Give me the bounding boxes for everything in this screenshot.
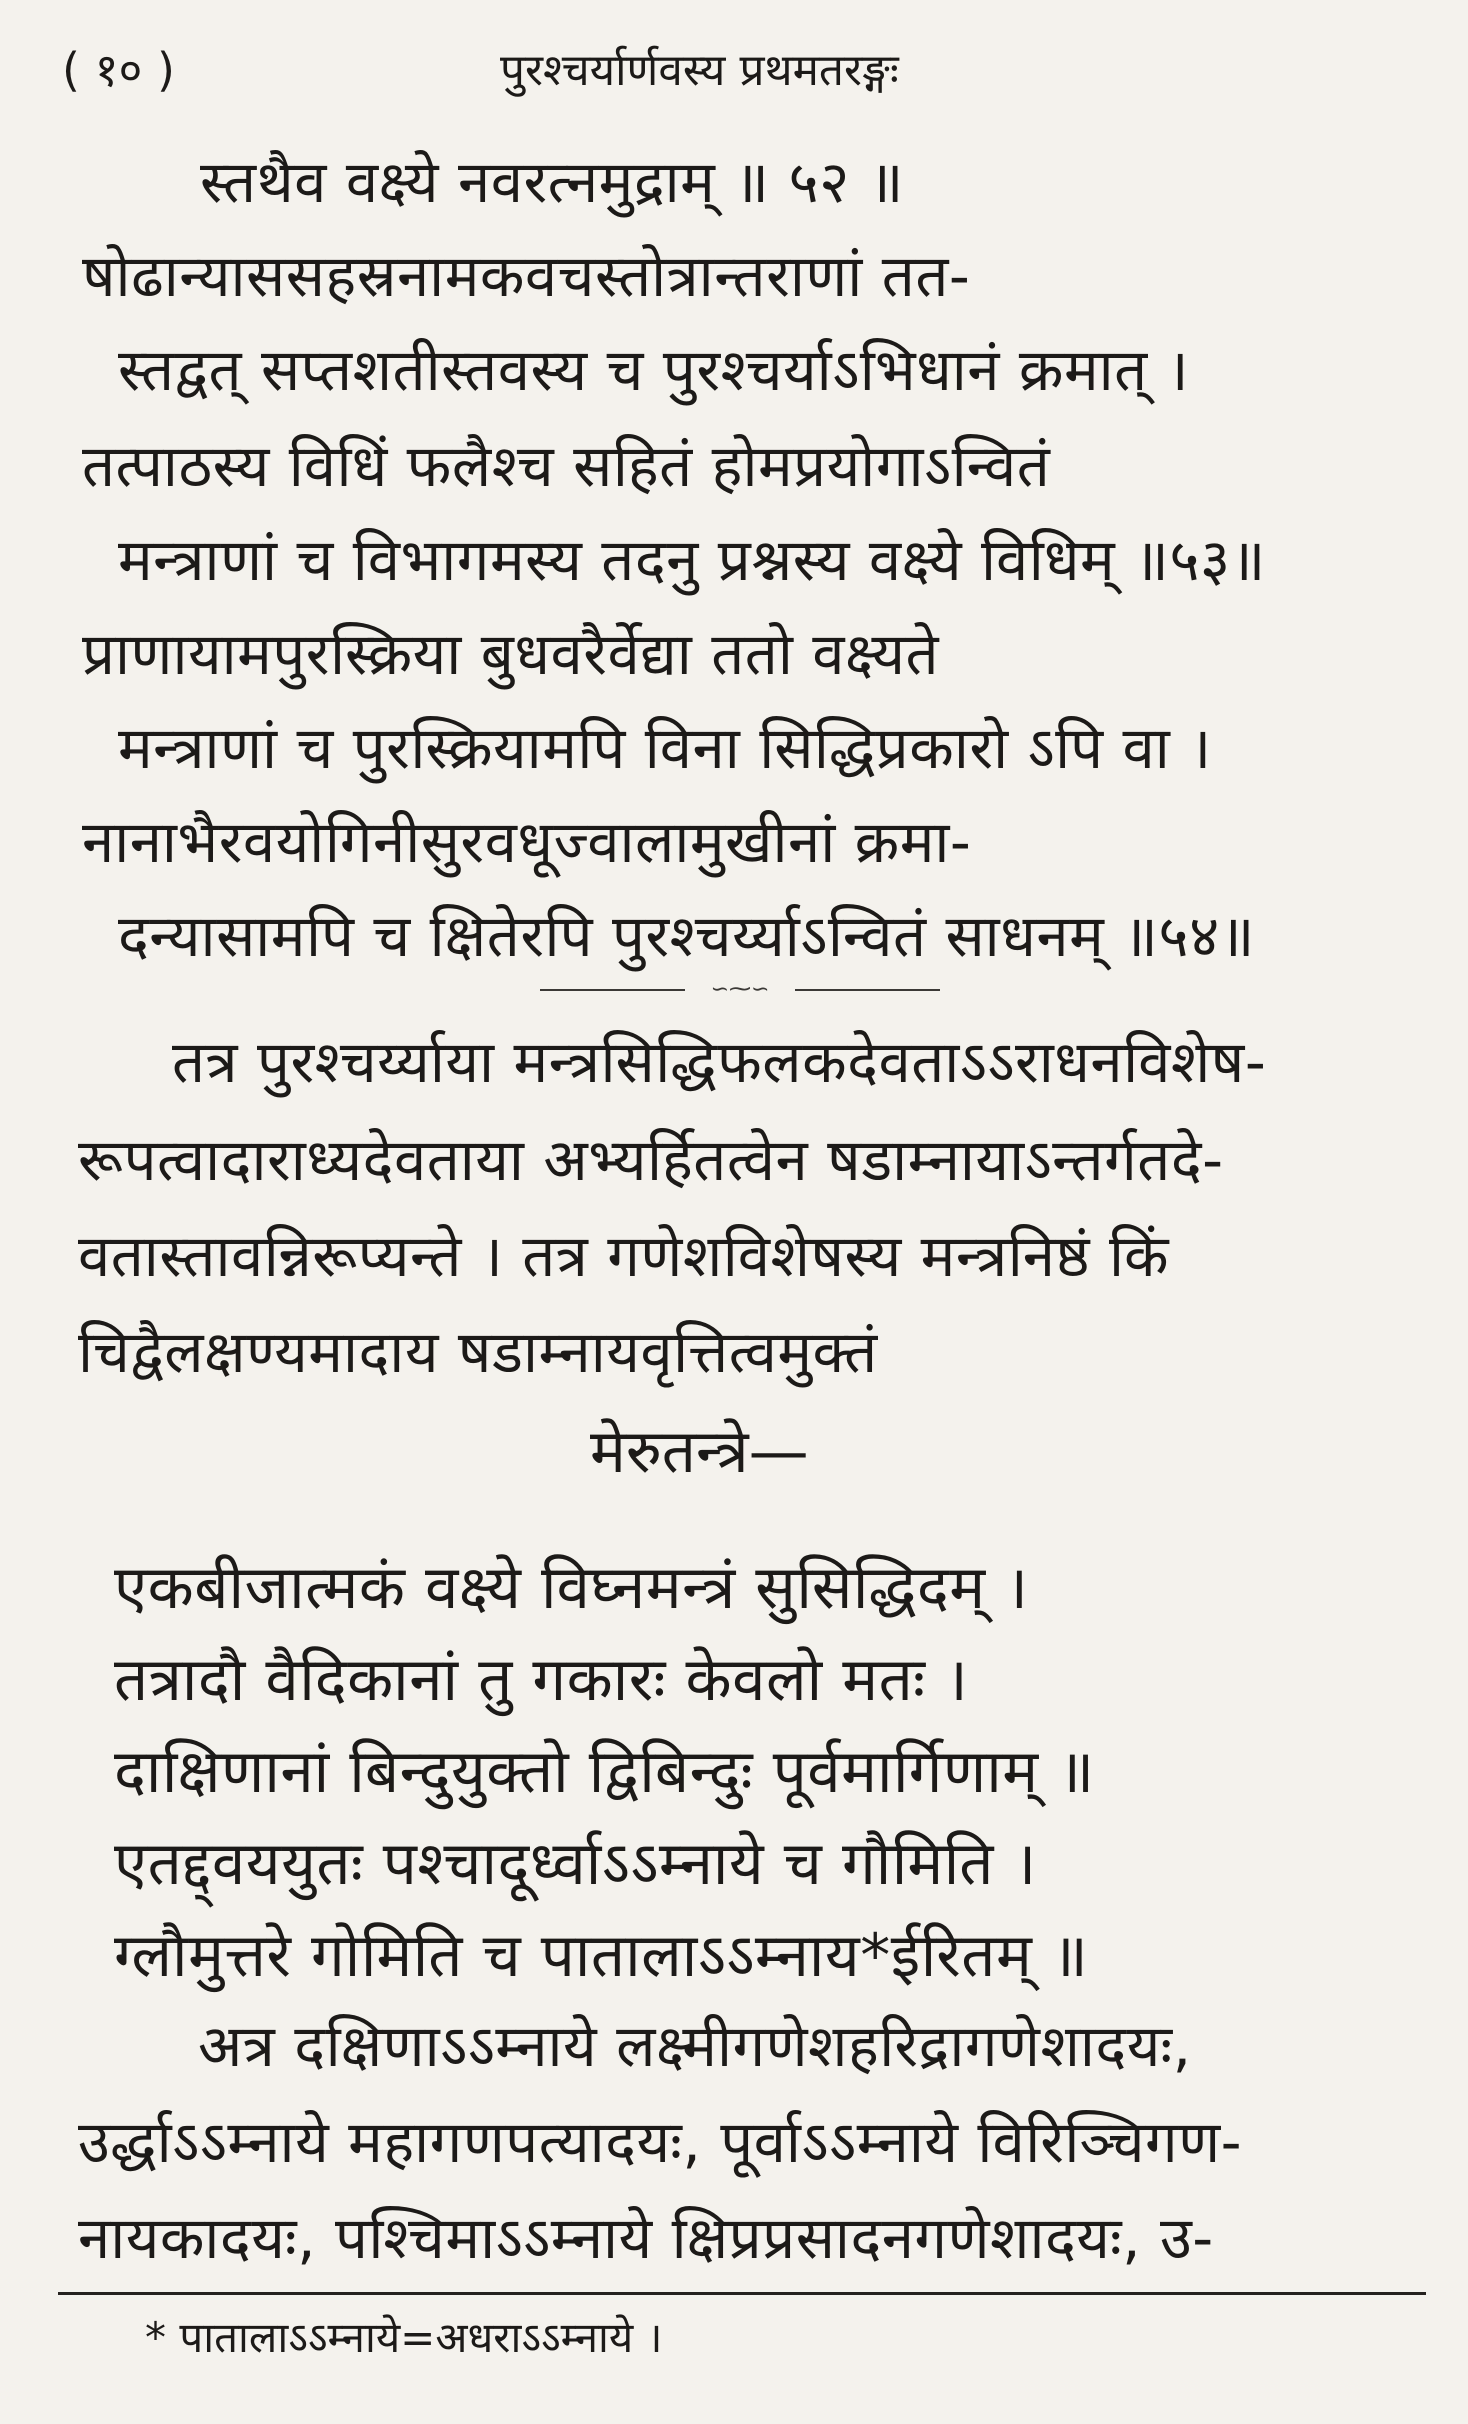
opening-line-5: मन्त्राणां च विभागमस्य तदनु प्रश्नस्य वक्ष्ये विधिम् ॥५३॥ (118, 526, 1266, 594)
prose-line-2: रूपत्वादाराध्यदेवताया अभ्यर्हितत्वेन षडाम्नायाऽन्तर्गतदे- (78, 1126, 1224, 1194)
prose-line-1: तत्र पुरश्चर्य्याया मन्त्रसिद्धिफलकदेवताऽऽराधनविशेष- (172, 1028, 1267, 1096)
running-title: पुरश्चर्यार्णवस्य प्रथमतरङ्गः (500, 45, 899, 96)
prose-line-4: चिद्वैलक्षण्यमादाय षडाम्नायवृत्तित्वमुक्तं (78, 1318, 878, 1386)
opening-line-1: स्तथैव वक्ष्ये नवरत्नमुद्राम् ॥ ५२ ॥ (200, 148, 904, 216)
footnote-rule (58, 2292, 1426, 2295)
divider-right-rule (795, 989, 940, 991)
section-divider-ornament (540, 978, 940, 1002)
opening-line-6: प्राणायामपुरस्क्रिया बुधवरैर्वेद्या ततो वक्ष्यते (82, 620, 940, 688)
closing-line-1: अत्र दक्षिणाऽऽम्नाये लक्ष्मीगणेशहरिद्रागणेशादयः, (198, 2012, 1192, 2080)
closing-line-2: उर्द्धाऽऽम्नाये महागणपत्यादयः, पूर्वाऽऽम्नाये विरिञ्चिगण- (78, 2108, 1243, 2176)
divider-left-rule (540, 989, 685, 991)
verse-line-3: दाक्षिणानां बिन्दुयुक्तो द्विबिन्दुः पूर्वमार्गिणाम् ॥ (114, 1737, 1095, 1807)
opening-line-4: तत्पाठस्य विधिं फलैश्च सहितं होमप्रयोगाऽन्वितं (82, 432, 1051, 500)
verse-line-1: एकबीजात्मकं वक्ष्ये विघ्नमन्त्रं सुसिद्धिदम् । (114, 1553, 1029, 1623)
opening-line-8: नानाभैरवयोगिनीसुरवधूज्वालामुखीनां क्रमा- (82, 808, 972, 876)
opening-line-2: षोढान्याससहस्रनामकवचस्तोत्रान्तराणां तत- (82, 242, 971, 310)
verse-line-2: तत्रादौ वैदिकानां तु गकारः केवलो मतः । (114, 1645, 969, 1715)
closing-line-3: नायकादयः, पश्चिमाऽऽम्नाये क्षिप्रप्रसादनगणेशादयः, उ- (78, 2204, 1214, 2272)
divider-flourish: ∽⁓∽ (710, 977, 770, 1002)
verse-line-4: एतद्द्वययुतः पश्चादूर्ध्वाऽऽम्नाये च गौमिति । (114, 1829, 1037, 1899)
opening-line-7: मन्त्राणां च पुरस्क्रियामपि विना सिद्धिप्रकारो ऽपि वा । (118, 714, 1212, 782)
opening-line-3: स्तद्वत् सप्तशतीस्तवस्य च पुरश्चर्याऽभिधानं क्रमात् । (118, 336, 1190, 404)
verse-line-5: ग्लौमुत्तरे गोमिति च पातालाऽऽम्नाय*ईरितम् ॥ (114, 1921, 1089, 1991)
footnote-text: * पातालाऽऽम्नाये=अधराऽऽम्नाये । (145, 2313, 663, 2362)
section-subheading: मेरुतन्त्रे— (590, 1417, 809, 1487)
prose-line-3: वतास्तावन्निरूप्यन्ते । तत्र गणेशविशेषस्य मन्त्रनिष्ठं किं (78, 1222, 1170, 1290)
page-header (0, 28, 1468, 98)
page-number: ( १० ) (62, 43, 175, 97)
opening-line-9: दन्यासामपि च क्षितेरपि पुरश्चर्य्याऽन्वितं साधनम् ॥५४॥ (118, 902, 1255, 970)
